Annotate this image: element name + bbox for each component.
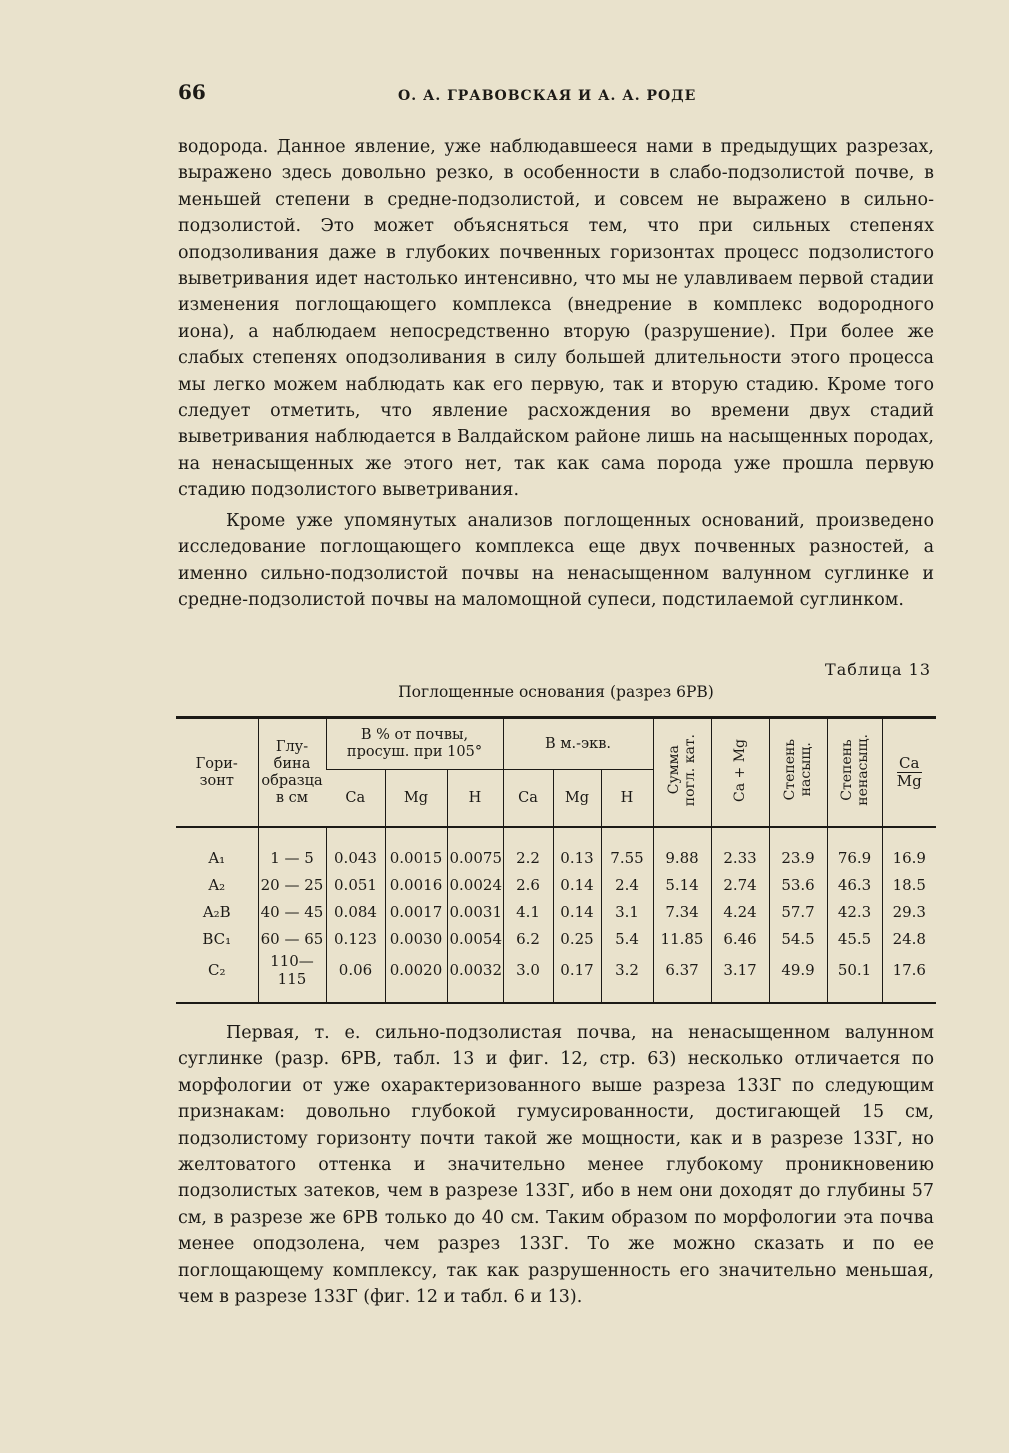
table-cell: 2.2 — [503, 827, 553, 871]
table-cell: 5.14 — [653, 871, 711, 898]
table-cell: 45.5 — [827, 925, 882, 952]
absorbed-bases-table — [176, 716, 936, 1004]
table-cell: 0.123 — [326, 925, 385, 952]
table-cell: 17.6 — [882, 952, 936, 1003]
table-body — [176, 827, 936, 1003]
table-cell: 3.1 — [601, 898, 653, 925]
table-row — [176, 871, 936, 898]
table-cell: 3.2 — [601, 952, 653, 1003]
table-cell: 6.2 — [503, 925, 553, 952]
table-cell: C₂ — [176, 952, 258, 1003]
header-meq-mg: Mg — [553, 770, 601, 828]
table-cell: 2.33 — [711, 827, 769, 871]
table-cell: A₂ — [208, 875, 226, 894]
table-cell: 3.0 — [503, 952, 553, 1003]
table-cell: 6.46 — [711, 925, 769, 952]
table-cell: 40 — 45 — [258, 898, 326, 925]
table-cell: 0.17 — [553, 952, 601, 1003]
table-cell: 60 — 65 — [258, 925, 326, 952]
table-cell: 0.0017 — [385, 898, 447, 925]
header-pct-ca: Ca — [326, 770, 385, 828]
table-cell: 4.24 — [711, 898, 769, 925]
table-cell: 0.051 — [326, 871, 385, 898]
header-meq-h: H — [601, 770, 653, 828]
table-row — [176, 898, 936, 925]
table-cell: 2.74 — [711, 871, 769, 898]
table-cell: 0.084 — [326, 898, 385, 925]
table-cell: 46.3 — [827, 871, 882, 898]
table-cell: 3.17 — [711, 952, 769, 1003]
table-cell: 23.9 — [769, 827, 827, 871]
table-cell: 0.06 — [326, 952, 385, 1003]
table-cell: 0.0020 — [385, 952, 447, 1003]
table-cell: 0.0054 — [447, 925, 503, 952]
header-ca-mg-ratio: $\frac{Ca}{Mg}$ — [882, 718, 936, 828]
page-header — [178, 80, 934, 112]
header-saturation: Степень насыщ. — [769, 718, 827, 828]
table-cell: 16.9 — [882, 827, 936, 871]
header-meq-ca: Ca — [503, 770, 553, 828]
table-row — [176, 925, 936, 952]
table-cell: 76.9 — [827, 827, 882, 871]
table-cell: 42.3 — [827, 898, 882, 925]
header-ca-mg: Ca + Mg — [711, 718, 769, 828]
table-cell: 57.7 — [769, 898, 827, 925]
table-cell: 0.0075 — [447, 827, 503, 871]
table-cell: 1 — 5 — [258, 827, 326, 871]
table-cell: 0.0016 — [385, 871, 447, 898]
header-depth: Глу- бина образца в см — [258, 718, 326, 828]
running-head: О. А. ГРАВОВСКАЯ И А. А. РОДЕ — [398, 88, 697, 104]
table-cell: 0.0032 — [447, 952, 503, 1003]
table-cell: 4.1 — [503, 898, 553, 925]
table-cell: 49.9 — [769, 952, 827, 1003]
table-cell: 0.0031 — [447, 898, 503, 925]
table-cell: 24.8 — [882, 925, 936, 952]
table-title: Поглощенные основания (разрез 6РВ) — [398, 683, 714, 701]
table-cell: 2.4 — [601, 871, 653, 898]
table-row — [176, 952, 936, 1003]
table-cell: 29.3 — [882, 898, 936, 925]
table-cell: 0.14 — [553, 871, 601, 898]
table-cell: 7.55 — [601, 827, 653, 871]
header-pct-h: H — [447, 770, 503, 828]
table-label: Таблица 13 — [825, 660, 931, 679]
table-cell: 0.0030 — [385, 925, 447, 952]
table-cell: 110—115 — [258, 952, 326, 1003]
header-pct-mg: Mg — [385, 770, 447, 828]
table-cell: 53.6 — [769, 871, 827, 898]
table-cell: 6.37 — [653, 952, 711, 1003]
paragraph-1: водорода. Данное явление, уже наблюдавшееся нами в предыдущих разрезах, выражено здесь довольно резко, в особенности в слабо-подзолистой почве, в меньшей степени в средне-подзолистой, и совсем не выражено в сильно-подзолистой. Это может объясняться тем, что при сильных степенях оподзоливания даже в глубоких почвенных горизонтах процесс подзолистого выветривания идет настолько интенсивно, что мы не улавливаем первой стадии изменения поглощающего комплекса (внедрение в комплекс водородного иона), а наблюдаем непосредственно вторую (разрушение). При более же слабых степенях оподзоливания в силу большей длительности этого процесса мы легко можем наблюдать как его первую, так и вторую стадию. Кроме того следует отметить, что явление расхождения во времени двух стадий выветривания наблюдается в Валдайском районе лишь на насыщенных породах, на ненасыщенных же этого нет, так как сама порода уже прошла первую стадию подзолистого выветривания. — [178, 137, 934, 501]
header-unsaturation: Степень ненасыщ. — [827, 718, 882, 828]
table-cell: A₁ — [208, 848, 226, 867]
paragraph-3: Первая, т. е. сильно-подзолистая почва, на ненасыщенном валунном суглинке (разр. 6РВ, табл. 13 и фиг. 12, стр. 63) несколько отличается по морфологии от уже охарактеризованного выше разреза 133Г по следующим признакам: довольно глубокой гумусированности, достигающей 15 см, подзолистому горизонту почти такой же мощности, как и в разрезе 133Г, но желтоватого оттенка и значительно менее глубокому проникновению подзолистых затеков, чем в разрезе 133Г, ибо в нем они доходят до глубины 57 см, в разрезе же 6РВ только до 40 см. Таким образом по морфологии эта почва менее оподзолена, чем разрез 133Г. То же можно сказать и по ее поглощающему комплексу, так как разрушенность его значительно меньшая, чем в разрезе 133Г (фиг. 12 и табл. 6 и 13). — [178, 1023, 934, 1308]
table-cell: A₂B — [202, 902, 231, 921]
table-cell: 0.25 — [553, 925, 601, 952]
table-cell: 54.5 — [769, 925, 827, 952]
table-cell: 11.85 — [653, 925, 711, 952]
table-cell: 5.4 — [601, 925, 653, 952]
header-sum: Сумма погл. кат. — [653, 718, 711, 828]
data-table-container — [176, 716, 936, 1004]
table-cell: 9.88 — [653, 827, 711, 871]
table-cell: 18.5 — [882, 871, 936, 898]
table-cell: BC₁ — [202, 929, 232, 948]
table-cell: 0.13 — [553, 827, 601, 871]
table-cell: 0.0015 — [385, 827, 447, 871]
page-number: 66 — [178, 80, 206, 104]
header-horizon: Гори- зонт — [176, 718, 258, 828]
table-cell: 0.0024 — [447, 871, 503, 898]
table-cell: 7.34 — [653, 898, 711, 925]
table-cell: 0.043 — [326, 827, 385, 871]
table-cell: 2.6 — [503, 871, 553, 898]
paragraph-2: Кроме уже упомянутых анализов поглощенных оснований, произведено исследование поглощающего комплекса еще двух почвенных разностей, а именно сильно-подзолистой почвы на ненасыщенном валунном суглинке и средне-подзолистой почвы на маломощной супеси, подстилаемой суглинком. — [178, 511, 934, 611]
table-cell: 0.14 — [553, 898, 601, 925]
table-cell: 20 — 25 — [258, 871, 326, 898]
header-percent-group: В % от почвы, просуш. при 105° — [326, 718, 503, 770]
table-cell: 50.1 — [827, 952, 882, 1003]
header-meq-group: В м.-экв. — [503, 718, 653, 770]
table-row — [176, 827, 936, 871]
